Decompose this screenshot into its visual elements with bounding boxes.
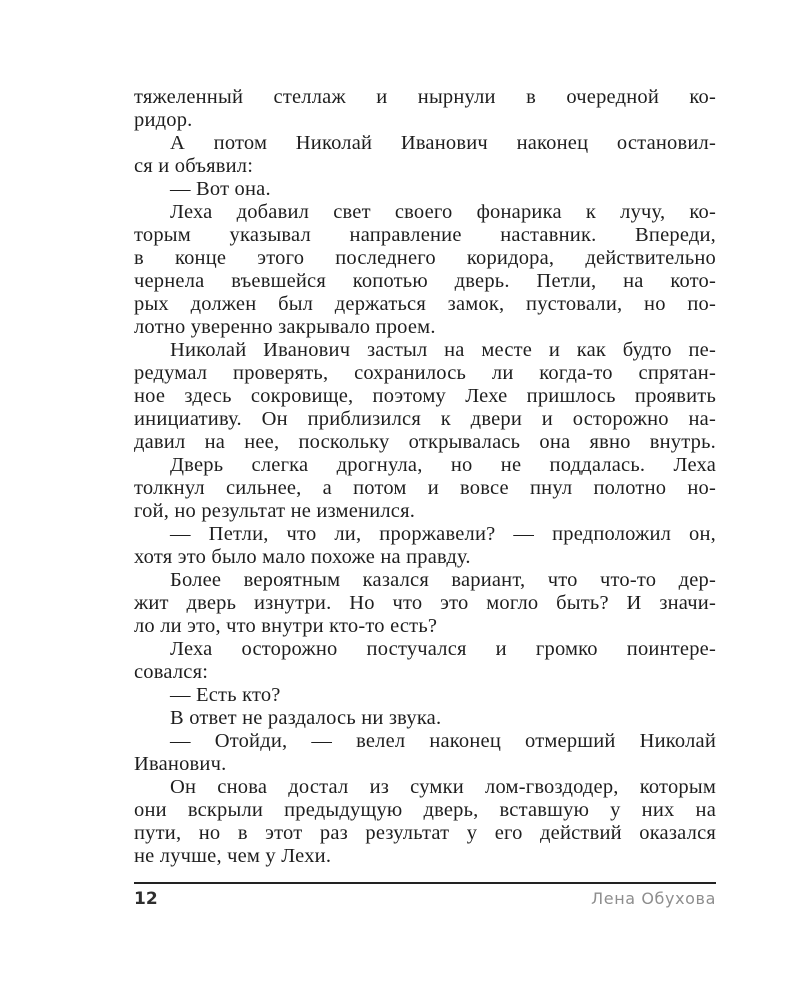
- text-line: — Вот она.: [170, 178, 271, 200]
- text-line: пути, но в этот раз результат у его действий оказался: [134, 822, 716, 844]
- text-line: ное здесь сокровище, поэтому Лехе пришлось проявить: [134, 385, 716, 407]
- text-line: А потом Николай Иванович наконец остановил-: [170, 132, 716, 154]
- text-line: хотя это было мало похоже на правду.: [134, 546, 471, 568]
- text-line: давил на нее, поскольку открывалась она явно внутрь.: [134, 431, 716, 453]
- page-number: 12: [134, 889, 158, 909]
- text-line: Он снова достал из сумки лом-гвоздодер, которым: [170, 776, 716, 798]
- footer-rule: [134, 882, 716, 884]
- text-line: инициативу. Он приблизился к двери и осторожно на-: [134, 408, 716, 430]
- text-line: Иванович.: [134, 753, 227, 775]
- text-line: ридор.: [134, 109, 193, 131]
- text-line: они вскрыли предыдущую дверь, вставшую у них на: [134, 799, 716, 821]
- text-line: торым указывал направление наставник. Впереди,: [134, 224, 716, 246]
- text-line: лотно уверенно закрывало проем.: [134, 316, 436, 338]
- footer-row: [134, 889, 716, 909]
- text-line: не лучше, чем у Лехи.: [134, 845, 332, 867]
- text-line: Николай Иванович застыл на месте и как будто пе-: [170, 339, 716, 361]
- text-line: — Петли, что ли, проржавели? — предположил он,: [170, 523, 716, 545]
- text-line: толкнул сильнее, а потом и вовсе пнул полотно но-: [134, 477, 716, 499]
- text-line: чернела въевшейся копотью дверь. Петли, на кото-: [134, 270, 716, 292]
- running-author: Лена Обухова: [591, 889, 716, 908]
- text-line: — Отойди, — велел наконец отмерший Николай: [170, 730, 716, 752]
- text-line: жит дверь изнутри. Но что это могло быть? И значи-: [134, 592, 716, 614]
- text-line: тяжеленный стеллаж и нырнули в очередной ко-: [134, 86, 716, 108]
- text-line: рых должен был держаться замок, пустовали, но по-: [134, 293, 716, 315]
- text-line: ся и объявил:: [134, 155, 254, 177]
- text-line: редумал проверять, сохранилось ли когда-то спрятан-: [134, 362, 716, 384]
- text-line: Дверь слегка дрогнула, но не поддалась. Леха: [170, 454, 716, 476]
- body-text-block: [134, 86, 716, 868]
- text-line: совался:: [134, 661, 209, 683]
- text-line: в конце этого последнего коридора, действительно: [134, 247, 716, 269]
- text-line: Леха добавил свет своего фонарика к лучу, ко-: [170, 201, 716, 223]
- text-line: ло ли это, что внутри кто-то есть?: [134, 615, 438, 637]
- text-line: — Есть кто?: [170, 684, 281, 706]
- text-line: гой, но результат не изменился.: [134, 500, 416, 522]
- text-line: Более вероятным казался вариант, что что-то дер-: [170, 569, 716, 591]
- page-footer: [134, 882, 716, 909]
- text-line: В ответ не раздалось ни звука.: [170, 707, 442, 729]
- text-line: Леха осторожно постучался и громко поинтере-: [170, 638, 716, 660]
